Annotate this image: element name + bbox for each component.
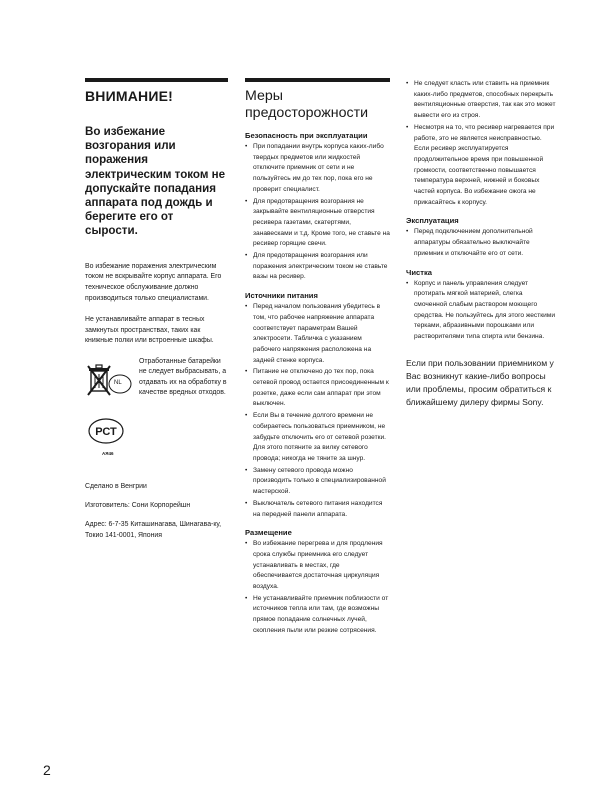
placement-list-continued bbox=[406, 79, 556, 208]
safety-heading: Безопасность при эксплуатации bbox=[245, 131, 368, 140]
cleaning-list bbox=[406, 279, 556, 343]
power-heading: Источники питания bbox=[245, 291, 318, 301]
list-item: • Замену сетевого провода можно производить только в специализированной мастерской. bbox=[245, 466, 390, 498]
operation-list bbox=[406, 227, 556, 259]
cleaning-heading: Чистка bbox=[406, 267, 432, 277]
list-item: • Перед подключением дополнительной аппаратуры обязательно выключайте приемник и отключайте его от сети. bbox=[406, 227, 556, 259]
rain-moisture-warning: Во избежание возгорания или поражения электрическим током не допускайте попадания аппарата под дождь и берегите его от сырости. bbox=[85, 125, 226, 238]
list-item: • Корпус и панель управления следует протирать мягкой материей, слегка смоченной слабым раствором моющего средства. Не пользуйтесь для этого жесткими терками, абразивными порошками или растворителями типа спирта или бензина. bbox=[406, 279, 556, 343]
list-item: • Для предотвращения возгорания не закрывайте вентиляционные отверстия ресивера газетами, скатертями, занавесками и т.д. Кроме того, не ставьте на ресивер горящие свечи. bbox=[245, 197, 390, 251]
section-rule bbox=[85, 78, 228, 82]
placement-list bbox=[245, 539, 390, 636]
list-item: • При попадании внутрь корпуса каких-либо твердых предметов или жидкостей отключите приемник от сети и не пользуйтесь им до тех пор, пока его не проверит специалист. bbox=[245, 142, 390, 196]
nl-mark-label: NL bbox=[114, 380, 122, 387]
operation-heading: Эксплуатация bbox=[406, 216, 459, 226]
list-item: • Не устанавливайте приемник поблизости от источников тепла или там, где возможны прямое попадание солнечных лучей, скопления пыли или резкие сотрясения. bbox=[245, 594, 390, 637]
page-number: 2 bbox=[43, 762, 51, 778]
list-item: • Если Вы в течение долгого времени не собираетесь пользоваться приемником, не забудьте отключить его от сетевой розетки. Для этого потяните за вилку сетевого провода; никогда не тяните за шнур. bbox=[245, 411, 390, 465]
precautions-heading: Меры предосторожности bbox=[245, 88, 368, 121]
battery-icons bbox=[85, 357, 135, 409]
attention-heading: ВНИМАНИЕ! bbox=[85, 88, 174, 104]
list-item: • Питание не отключено до тех пор, пока сетевой провод остается присоединенным к розетке, даже если сам аппарат при этом выключен. bbox=[245, 367, 390, 410]
left-column bbox=[85, 78, 228, 551]
list-item: • Перед началом пользования убедитесь в том, что рабочее напряжение аппарата соответствует параметрам Вашей электросети. Табличка с указанием рабочего напряжения расположена на задней стенке корпуса. bbox=[245, 302, 390, 366]
closing-note: Если при пользовании приемником у Вас возникнут какие-либо вопросы или проблемы, просим обратиться к ближайшему дилеру фирмы Sony. bbox=[406, 357, 554, 407]
svg-text:РСТ: РСТ bbox=[95, 426, 117, 439]
power-list bbox=[245, 302, 390, 520]
shock-warning-text: Во избежание поражения электрическим током не вскрывайте корпус аппарата. Его техническое обслуживание должно производиться только специалистами. bbox=[85, 262, 222, 303]
list-item: • Для предотвращения возгорания или поражения электрическим током не ставьте вазы на ресивер. bbox=[245, 251, 390, 283]
battery-disposal-notice bbox=[85, 357, 228, 409]
list-item: • Во избежание перегрева и для продления срока службы приемника его следует устанавливать в местах, где обеспечивается достаточная циркуляция воздуха. bbox=[245, 539, 390, 593]
middle-column bbox=[245, 78, 390, 638]
manufacturer-text: Изготовитель: Сони Корпорейшн bbox=[85, 502, 191, 509]
made-in-text: Сделано в Венгрии bbox=[85, 483, 147, 491]
pct-code: АЯ46 bbox=[102, 451, 114, 457]
right-column bbox=[406, 79, 556, 409]
placement-warning-text: Не устанавливайте аппарат в тесных замкнутых пространствах, таких как книжные полки или встроенные шкафы. bbox=[85, 315, 214, 345]
address-text: Адрес: 6-7-35 Киташинагава, Шинагава-ку, Токио 141-0001, Япония bbox=[85, 520, 222, 539]
battery-disposal-text: Отработанные батарейки не следует выбрасывать, а отдавать их на обработку в качестве вредных отходов. bbox=[139, 358, 227, 396]
pct-logo-icon bbox=[87, 417, 125, 445]
pct-certification-mark bbox=[85, 417, 145, 456]
section-rule bbox=[245, 78, 390, 82]
list-item: • Несмотря на то, что ресивер нагревается при работе, это не является неисправностью. Если ресивер эксплуатируется продолжительное время при повышенной громкости, соответственно повышается температура верхней, нижней и боковых частей корпуса. Во избежание ожога не прикасайтесь к корпусу. bbox=[406, 123, 556, 209]
safety-list bbox=[245, 142, 390, 283]
list-item: • Не следует класть или ставить на приемник каких-либо предметов, способных перекрыть вентиляционные отверстия, так как это может вывести его из строя. bbox=[406, 79, 556, 122]
placement-heading: Размещение bbox=[245, 528, 292, 538]
list-item: • Выключатель сетевого питания находится на передней панели аппарата. bbox=[245, 499, 390, 520]
